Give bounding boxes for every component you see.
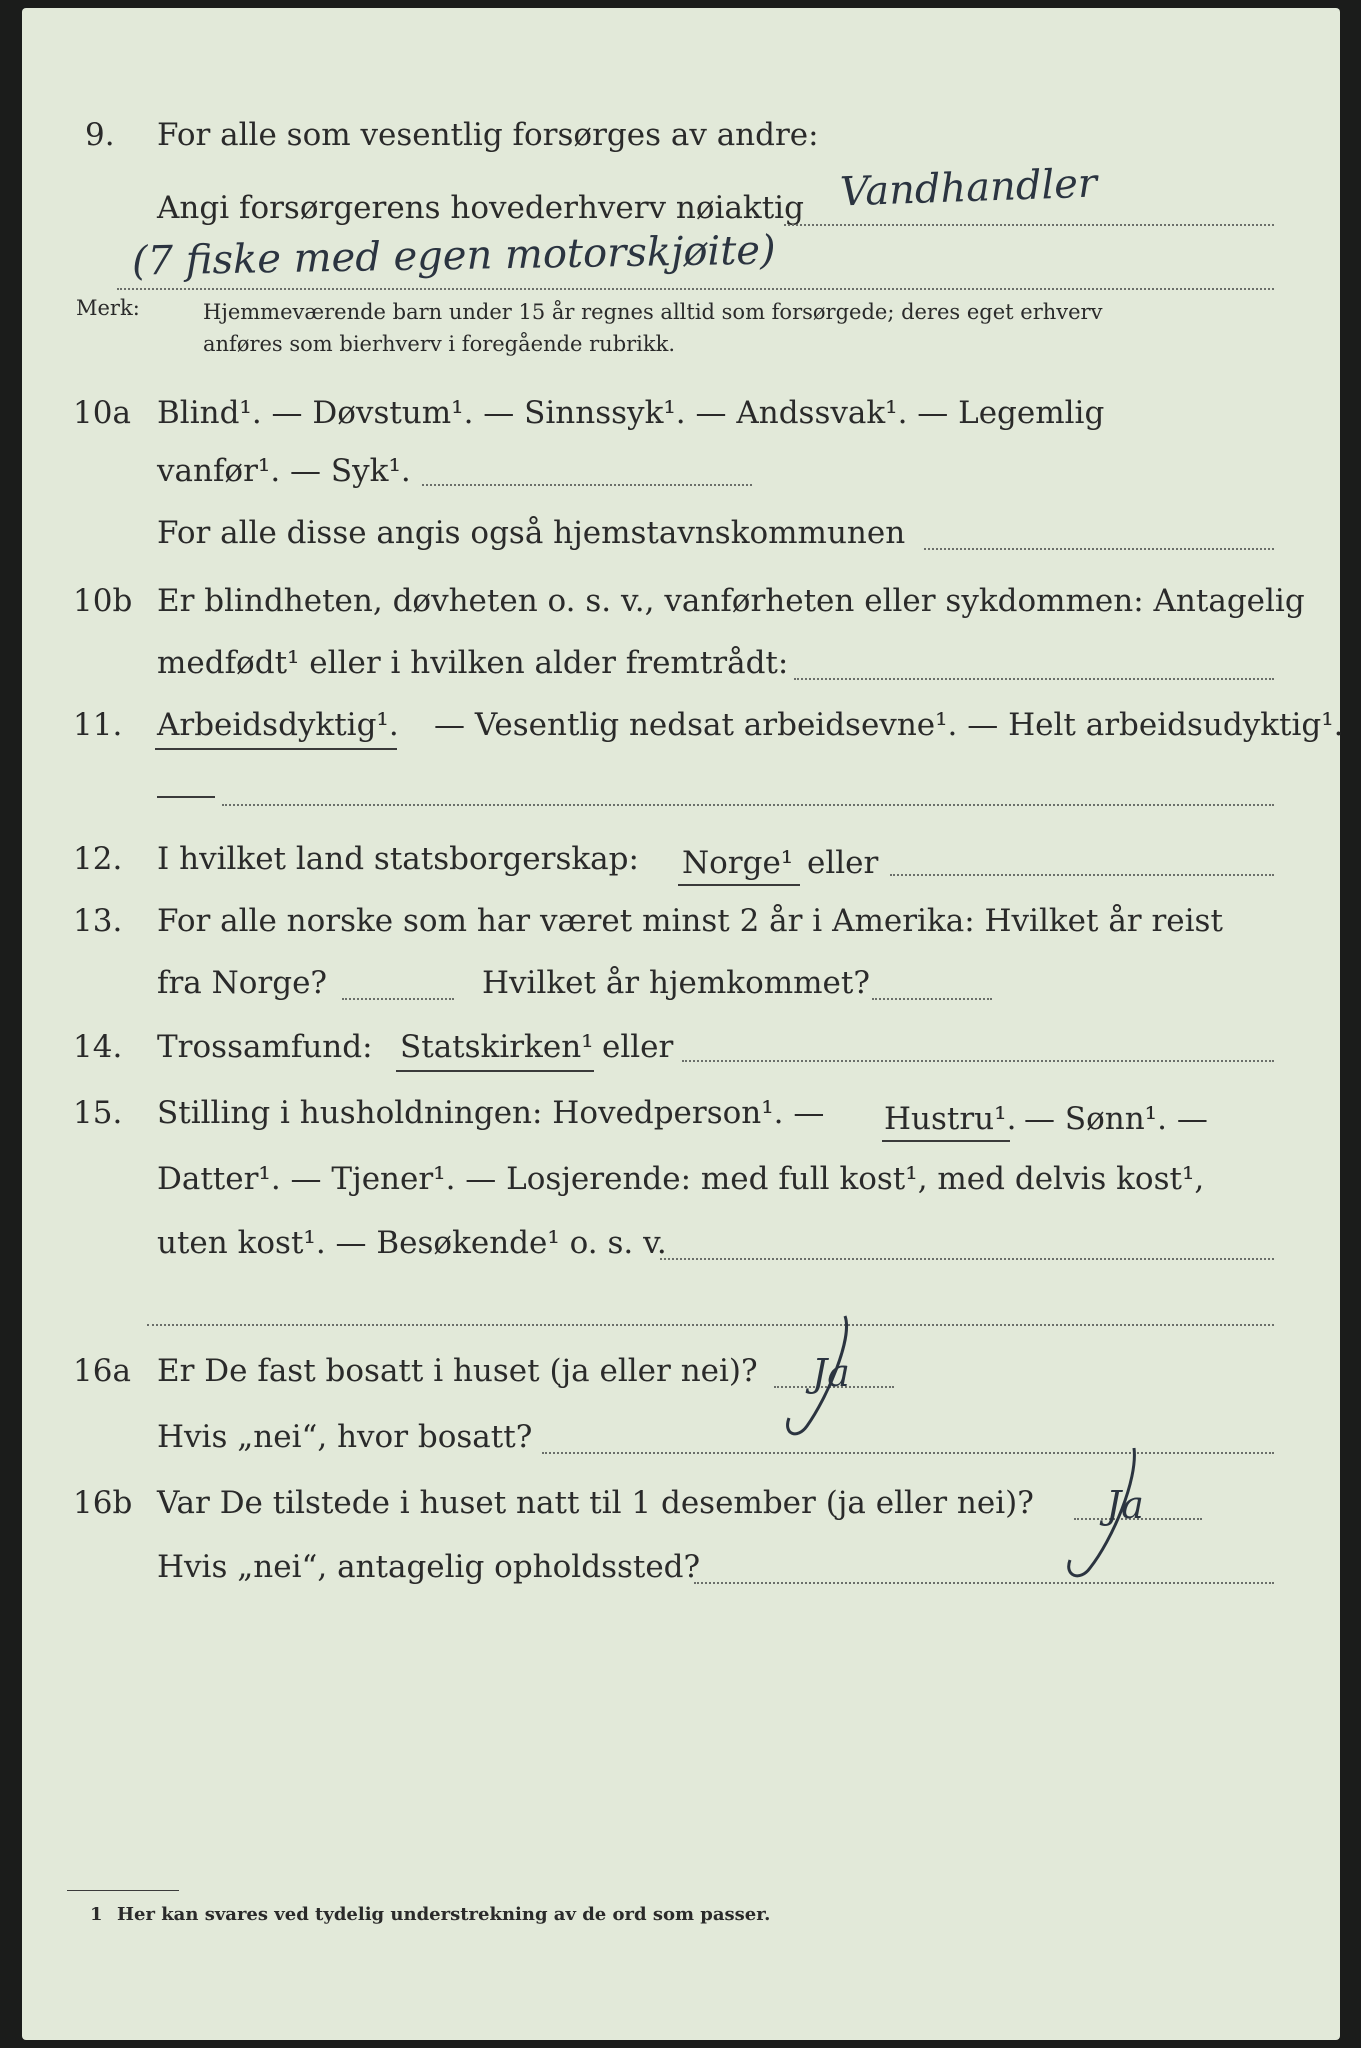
q13-line2a: fra Norge? (157, 965, 328, 1001)
q14-tail: eller (602, 1029, 674, 1065)
footnote-mark: 1 (90, 1904, 103, 1925)
q15-ink-underline (882, 1140, 1010, 1142)
q16b-handwritten-answer-stroke (1042, 1440, 1162, 1590)
q16b-opholdssted-line (694, 1582, 1274, 1584)
q16a-handwritten-answer: Ja (812, 1351, 850, 1395)
q10b-answer-line (794, 678, 1274, 680)
q15-line2: Datter¹. — Tjener¹. — Losjerende: med full kost¹, med delvis kost¹, (157, 1161, 1205, 1197)
q16b-line2: Hvis „nei“, antagelig opholdssted? (157, 1549, 701, 1585)
q13-line2b: Hvilket år hjemkommet? (482, 965, 870, 1001)
q11-number: 11. (73, 707, 123, 743)
q16b-line1: Var De tilstede i huset natt til 1 desember (ja eller nei)? (157, 1485, 1034, 1521)
q13-reist-line (342, 998, 454, 1000)
q15-answer-line (660, 1258, 1274, 1260)
q12-tail: eller (807, 845, 879, 881)
q16b-number: 16b (73, 1485, 133, 1521)
q12-number: 12. (73, 841, 123, 877)
q12-answer-line (890, 874, 1274, 876)
census-form-page (22, 8, 1344, 2040)
q10a-line2: vanfør¹. — Syk¹. (157, 453, 411, 489)
q15-line1a: Stilling i husholdningen: Hovedperson¹. — (157, 1095, 825, 1131)
q10a-hjemstavn-line (924, 548, 1274, 550)
q12-text: I hvilket land statsborgerskap: (157, 841, 639, 877)
q16a-line2: Hvis „nei“, hvor bosatt? (157, 1419, 533, 1455)
q10b-line1: Er blindheten, døvheten o. s. v., vanførheten eller sykdommen: Antagelig (157, 583, 1305, 619)
q9-handwritten-answer2: (7 fiske med egen motorskjøite) (131, 227, 776, 285)
q14-answer-line (682, 1060, 1274, 1062)
q9-answer-line1 (784, 224, 1274, 226)
q10a-answer-line (422, 484, 752, 486)
q9-answer-line2 (117, 288, 1274, 290)
q14-text: Trossamfund: (157, 1029, 373, 1065)
q15-answer-line2 (147, 1324, 1274, 1326)
q12-ink-underline (678, 884, 800, 886)
q14-ink-underline (396, 1070, 594, 1072)
q15-option-hustru: Hustru¹. (884, 1101, 1017, 1137)
q10a-line1: Blind¹. — Døvstum¹. — Sinnssyk¹. — Andssvak¹. — Legemlig (157, 395, 1105, 431)
q16a-line1: Er De fast bosatt i huset (ja eller nei)? (157, 1353, 758, 1389)
q12-option-norge: Norge¹ (682, 845, 794, 881)
q13-number: 13. (73, 903, 123, 939)
q11-option-arbeidsdyktig: Arbeidsdyktig¹. (157, 707, 399, 743)
q15-line3: uten kost¹. — Besøkende¹ o. s. v. (157, 1225, 667, 1261)
q16b-handwritten-answer: Ja (1106, 1483, 1144, 1527)
q11-ink-underline (155, 748, 397, 750)
footnote-rule (67, 1890, 179, 1891)
footnote-text: Her kan svares ved tydelig understrekning av de ord som passer. (117, 1904, 771, 1925)
merk-line1: Hjemmeværende barn under 15 år regnes alltid som forsørgede; deres eget erhverv (203, 300, 1103, 324)
q11-rest: — Vesentlig nedsat arbeidsevne¹. — Helt arbeidsudyktig¹. (434, 707, 1344, 743)
q10a-number: 10a (73, 395, 131, 431)
q15-number: 15. (73, 1095, 123, 1131)
q9-line1: For alle som vesentlig forsørges av andre: (157, 117, 819, 153)
q9-handwritten-answer1: Vandhandler (839, 160, 1098, 216)
merk-label: Merk: (76, 296, 140, 320)
q9-number: 9. (85, 117, 115, 153)
q11-answer-line (222, 804, 1274, 806)
q10b-line2: medfødt¹ eller i hvilken alder fremtrådt: (157, 645, 789, 681)
q15-line1c: — Sønn¹. — (1024, 1101, 1208, 1137)
q16a-number: 16a (73, 1353, 131, 1389)
q14-number: 14. (73, 1029, 123, 1065)
q10b-number: 10b (73, 583, 133, 619)
q9-line2: Angi forsørgerens hovederhverv nøiaktig (157, 190, 804, 226)
q11-ink-dash (157, 796, 215, 798)
q16a-bosatt-line (542, 1452, 1274, 1454)
q13-hjemkommet-line (872, 998, 992, 1000)
q13-line1: For alle norske som har været minst 2 år i Amerika: Hvilket år reist (157, 903, 1223, 939)
q14-option-statskirken: Statskirken¹ (400, 1029, 594, 1065)
q10a-line3: For alle disse angis også hjemstavnskommunen (157, 515, 906, 551)
merk-line2: anføres som bierhverv i foregående rubrikk. (203, 332, 676, 356)
